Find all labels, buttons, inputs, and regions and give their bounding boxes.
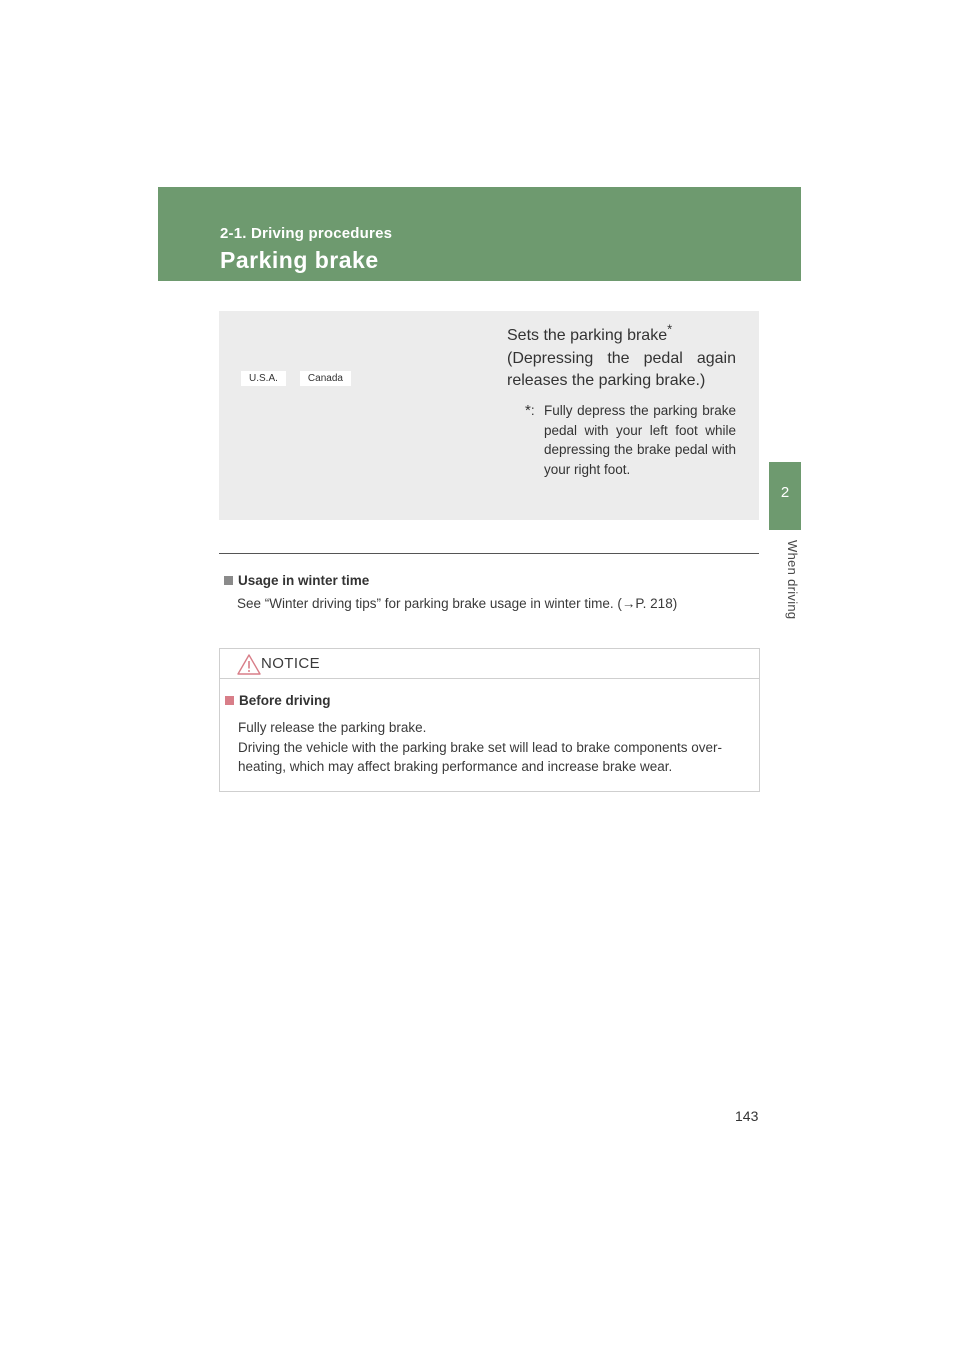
footnote-mark: *: — [525, 402, 535, 419]
footnote-reference: * — [667, 321, 673, 337]
page-number: 143 — [735, 1108, 759, 1124]
info-text: See “Winter driving tips” for parking brake usage in winter time. (→P. 218) — [237, 596, 678, 611]
warning-triangle-icon — [237, 654, 261, 675]
notice-heading: Before driving — [225, 693, 753, 708]
notice-line: heating, which may affect braking performance and increase brake wear. — [238, 759, 673, 774]
section-divider — [219, 553, 759, 554]
region-tag-canada: Canada — [307, 373, 343, 384]
square-bullet-icon — [225, 696, 234, 705]
chapter-tab[interactable] — [769, 462, 801, 530]
notice-box — [219, 648, 760, 792]
region-tag-usa: U.S.A. — [249, 373, 278, 384]
arrow-icon: → — [621, 596, 636, 611]
notice-header — [220, 649, 759, 679]
notice-title: NOTICE — [261, 655, 321, 672]
footnote-text: Fully depress the parking brake pedal with your left foot while depressing the brake pedal with your right foot. — [544, 403, 736, 477]
illustration-panel — [219, 311, 759, 520]
page-title: Parking brake — [220, 247, 379, 273]
notice-line: Fully release the parking brake. — [238, 720, 427, 735]
region-tags — [241, 371, 351, 386]
footnote — [525, 401, 736, 479]
section-label: 2-1. Driving procedures — [220, 225, 393, 242]
chapter-label: When driving — [785, 540, 800, 620]
info-heading: Usage in winter time — [224, 573, 759, 588]
notice-body — [225, 693, 753, 777]
header-band — [158, 187, 801, 281]
description-body: (Depressing the pedal again releases the parking brake.) — [507, 349, 736, 389]
notice-text — [238, 718, 753, 777]
square-bullet-icon — [224, 576, 233, 585]
chapter-number: 2 — [780, 484, 790, 501]
region-tag-divider — [286, 371, 300, 386]
page-reference-link[interactable]: P. 218) — [635, 596, 678, 611]
notice-line: Driving the vehicle with the parking brake set will lead to brake components over- — [238, 739, 722, 755]
info-block — [224, 573, 759, 611]
description-title: Sets the parking brake* — [507, 321, 673, 344]
brake-description — [507, 321, 736, 393]
